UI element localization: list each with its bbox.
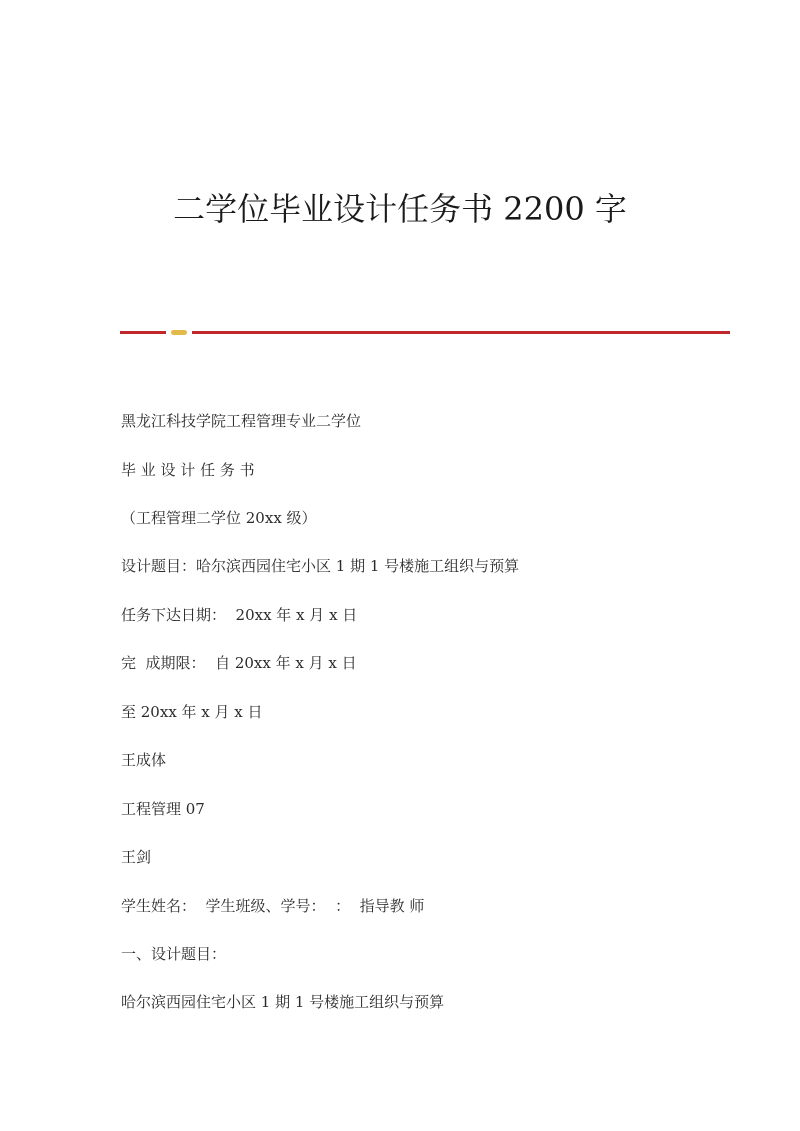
divider-left-segment	[120, 331, 166, 334]
divider-ornament-icon	[171, 330, 187, 335]
divider-right-segment	[192, 331, 730, 334]
student-name-value: 王成体	[121, 751, 167, 769]
institution-line: 黑龙江科技学院工程管理专业二学位	[121, 412, 362, 430]
student-class-value: 工程管理 07	[121, 800, 205, 818]
document-heading-line: 毕 业 设 计 任 务 书	[121, 461, 255, 479]
cohort-line: （工程管理二学位 20xx 级）	[121, 509, 317, 527]
field-labels-line: 学生姓名： 学生班级、学号： ： 指导教 师	[121, 897, 425, 915]
advisor-name-value: 王剑	[121, 848, 152, 866]
deadline-end-line: 至 20xx 年 x 月 x 日	[121, 703, 263, 721]
design-topic-body: 哈尔滨西园住宅小区 1 期 1 号楼施工组织与预算	[121, 993, 445, 1011]
title-divider	[120, 331, 730, 335]
section-heading-design-topic: 一、设计题目：	[121, 945, 227, 963]
deadline-start-line: 完 成期限： 自 20xx 年 x 月 x 日	[121, 654, 357, 672]
issue-date-line: 任务下达日期： 20xx 年 x 月 x 日	[121, 606, 358, 624]
design-topic-line: 设计题目：哈尔滨西园住宅小区 1 期 1 号楼施工组织与预算	[121, 557, 520, 575]
document-title: 二学位毕业设计任务书 2200 字	[173, 190, 627, 228]
